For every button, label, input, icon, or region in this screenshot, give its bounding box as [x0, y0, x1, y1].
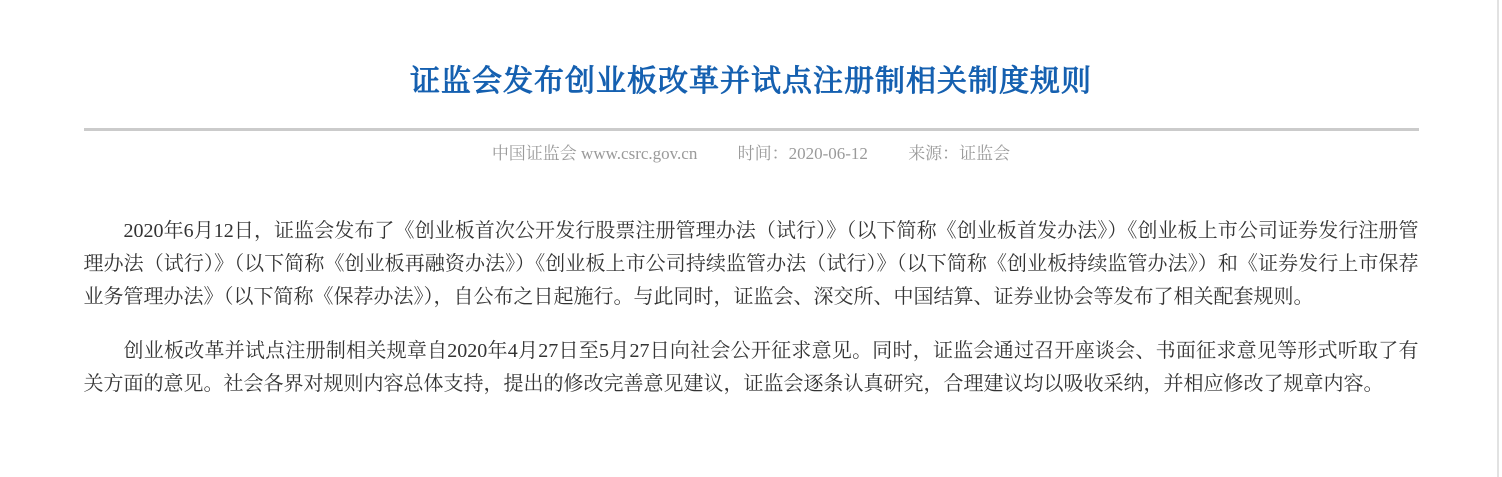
title-divider	[84, 128, 1419, 131]
article-body	[84, 215, 1419, 401]
meta-source-site: 中国证监会 www.csrc.gov.cn	[491, 144, 698, 163]
paragraph-1: 2020年6月12日，证监会发布了《创业板首次公开发行股票注册管理办法（试行）》（以下简称《创业板首发办法》）《创业板上市公司证券发行注册管理办法（试行）》（以下简称《创业板再融资办法》）《创业板上市公司持续监管办法（试行）》（以下简称《创业板持续监管办法》）和《证券发行上市保荐业务管理办法》（以下简称《保荐办法》），自公布之日起施行。与此同时，证监会、深交所、中国结算、证券业协会等发布了相关配套规则。	[83, 220, 1419, 308]
meta-publish-time: 时间：2020-06-12	[737, 144, 868, 163]
article-meta	[0, 143, 1502, 165]
paragraph-2: 创业板改革并试点注册制相关规章自2020年4月27日至5月27日向社会公开征求意见。同时，证监会通过召开座谈会、书面征求意见等形式听取了有关方面的意见。社会各界对规则内容总体支持，提出的修改完善意见建议，证监会逐条认真研究，合理建议均以吸收采纳，并相应修改了规章内容。	[83, 340, 1419, 395]
page-title: 证监会发布创业板改革并试点注册制相关制度规则	[410, 65, 1092, 98]
page-right-border	[1497, 0, 1499, 477]
meta-origin: 来源：证监会	[908, 144, 1011, 163]
